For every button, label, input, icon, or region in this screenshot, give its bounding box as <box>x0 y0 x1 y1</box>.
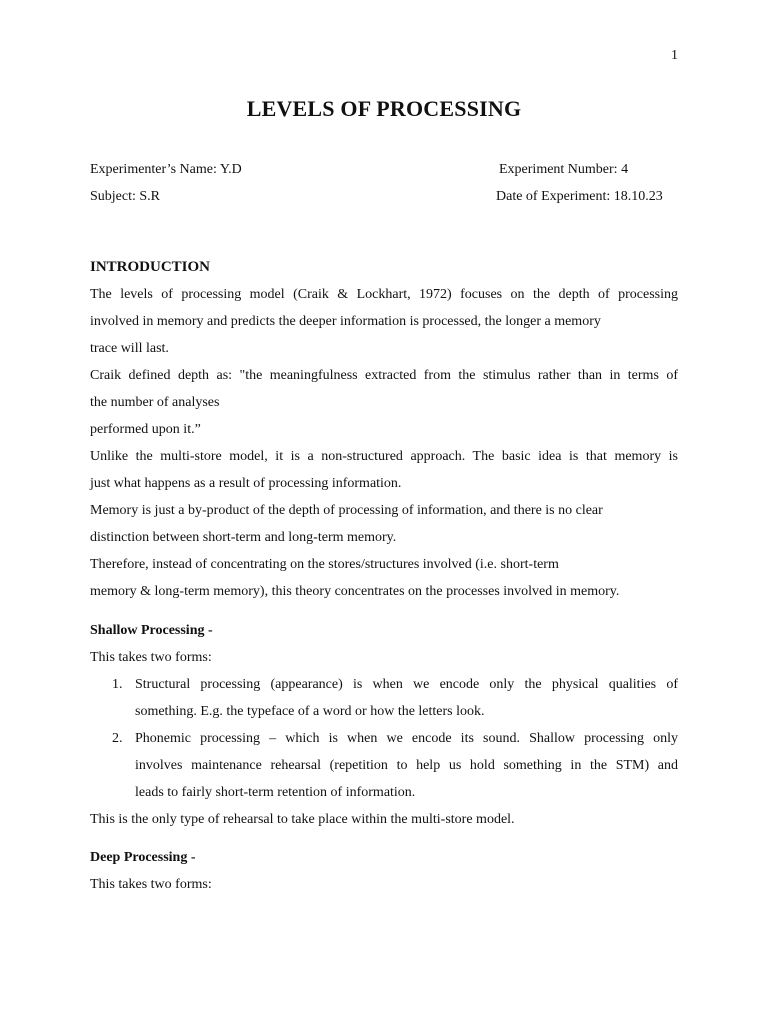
deep-processing-intro: This takes two forms: <box>90 877 212 892</box>
intro-line: trace will last. <box>90 341 169 356</box>
intro-line: memory & long-term memory), this theory concentrates on the processes involved in memory. <box>90 584 620 599</box>
page-number: 1 <box>671 48 678 63</box>
list-number: 1. <box>112 677 123 692</box>
meta-row-subject <box>90 188 678 206</box>
deep-processing-section <box>90 844 678 898</box>
document-title: LEVELS OF PROCESSING <box>246 96 522 121</box>
list-item <box>90 671 678 725</box>
list-line: involves maintenance rehearsal (repetition to help us hold something in the STM) and <box>135 758 678 773</box>
intro-line: Unlike the multi-store model, it is a non-structured approach. The basic idea is that memory is <box>90 449 678 464</box>
introduction-heading: INTRODUCTION <box>90 259 211 275</box>
intro-line: Craik defined depth as: "the meaningfulness extracted from the stimulus rather than in terms of <box>90 368 678 383</box>
experimenter-name: Experimenter’s Name: Y.D <box>90 162 242 177</box>
list-line: Structural processing (appearance) is when we encode only the physical qualities of <box>135 677 678 692</box>
list-line: Phonemic processing – which is when we encode its sound. Shallow processing only <box>135 731 678 746</box>
meta-row-experimenter <box>90 161 678 179</box>
shallow-processing-section <box>90 617 678 833</box>
experiment-number: Experiment Number: 4 <box>499 162 629 177</box>
subject-name: Subject: S.R <box>90 189 161 204</box>
list-number: 2. <box>112 731 123 746</box>
shallow-processing-intro: This takes two forms: <box>90 650 212 665</box>
list-line: something. E.g. the typeface of a word or how the letters look. <box>135 704 485 719</box>
intro-line: performed upon it.” <box>90 422 201 437</box>
intro-line: Therefore, instead of concentrating on the stores/structures involved (i.e. short-term <box>90 557 559 572</box>
experiment-date: Date of Experiment: 18.10.23 <box>496 189 663 204</box>
shallow-processing-closing: This is the only type of rehearsal to take place within the multi-store model. <box>90 812 515 827</box>
deep-processing-heading: Deep Processing - <box>90 850 196 865</box>
intro-line: the number of analyses <box>90 395 220 410</box>
intro-line: The levels of processing model (Craik & Lockhart, 1972) focuses on the depth of processing <box>90 287 678 302</box>
intro-line: distinction between short-term and long-term memory. <box>90 530 397 545</box>
intro-line: just what happens as a result of processing information. <box>90 476 402 491</box>
intro-line: Memory is just a by-product of the depth of processing of information, and there is no clear <box>90 503 603 518</box>
shallow-processing-heading: Shallow Processing - <box>90 623 213 638</box>
list-item <box>90 725 678 806</box>
intro-line: involved in memory and predicts the deeper information is processed, the longer a memory <box>90 314 601 329</box>
list-line: leads to fairly short-term retention of information. <box>135 785 416 800</box>
introduction-section <box>90 254 678 605</box>
